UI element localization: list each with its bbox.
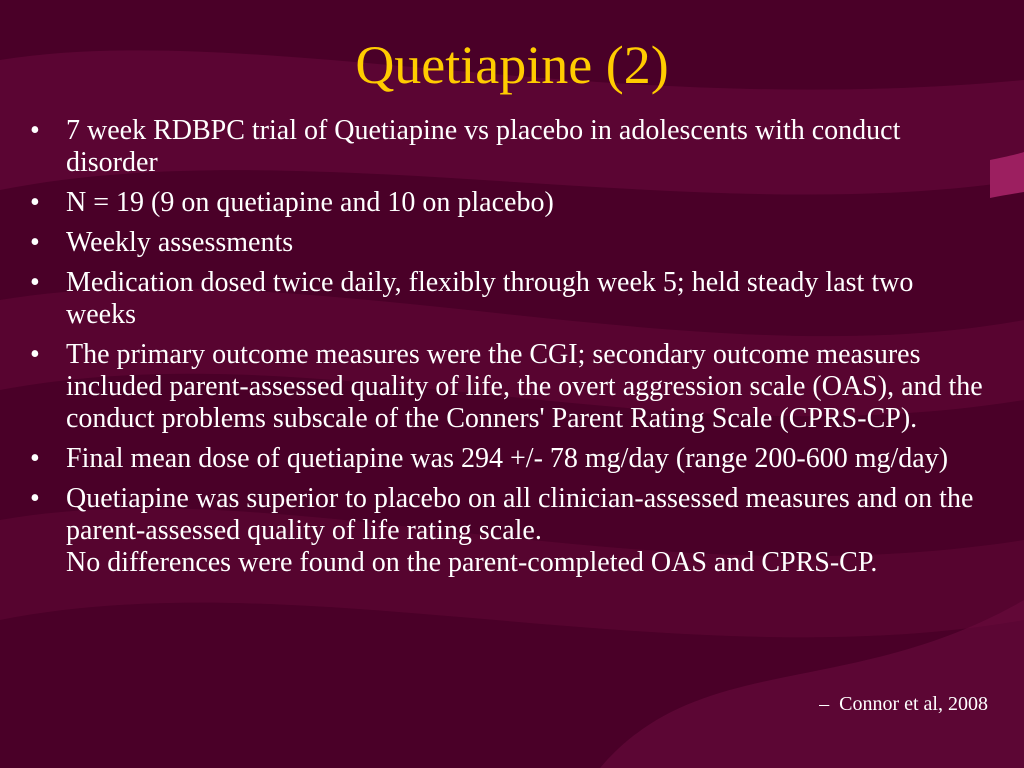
slide-title: Quetiapine (2) xyxy=(355,35,669,95)
bullet-text: Final mean dose of quetiapine was 294 +/- 78 mg/day (range 200-600 mg/day) xyxy=(66,443,949,474)
bullet-text: Weekly assessments xyxy=(66,227,294,258)
bullet-text: 7 week RDBPC trial of Quetiapine vs placebo in adolescents with conduct disorder xyxy=(66,115,901,178)
bullet-text: Medication dosed twice daily, flexibly through week 5; held steady last two weeks xyxy=(66,267,914,330)
citation-dash: – xyxy=(819,693,830,715)
bullet-dot: • xyxy=(30,267,40,298)
bullet-item xyxy=(30,267,990,331)
bullet-item xyxy=(30,339,990,435)
bullet-dot: • xyxy=(30,115,40,146)
bullet-item xyxy=(30,115,990,179)
bullet-dot: • xyxy=(30,187,40,218)
bullet-item xyxy=(30,443,990,475)
bullet-item xyxy=(30,187,990,219)
bullet-item xyxy=(30,227,990,259)
bullet-text: N = 19 (9 on quetiapine and 10 on placebo) xyxy=(66,187,554,218)
bullet-dot: • xyxy=(30,227,40,258)
citation xyxy=(819,692,988,716)
bullet-text: The primary outcome measures were the CGI; secondary outcome measures included parent-assessed quality of life, the overt aggression scale (OAS), and the conduct problems subscale of the Conners' Parent Rating Scale (CPRS-CP). xyxy=(66,339,983,434)
bullet-list xyxy=(30,115,990,587)
citation-text: Connor et al, 2008 xyxy=(839,693,988,715)
bullet-item xyxy=(30,483,990,579)
bullet-dot: • xyxy=(30,339,40,370)
bullet-dot: • xyxy=(30,443,40,474)
bullet-text: Quetiapine was superior to placebo on all clinician-assessed measures and on the parent-assessed quality of life rating scale. No differences were found on the parent-completed OAS and CPRS-CP. xyxy=(66,483,974,578)
bullet-dot: • xyxy=(30,483,40,514)
